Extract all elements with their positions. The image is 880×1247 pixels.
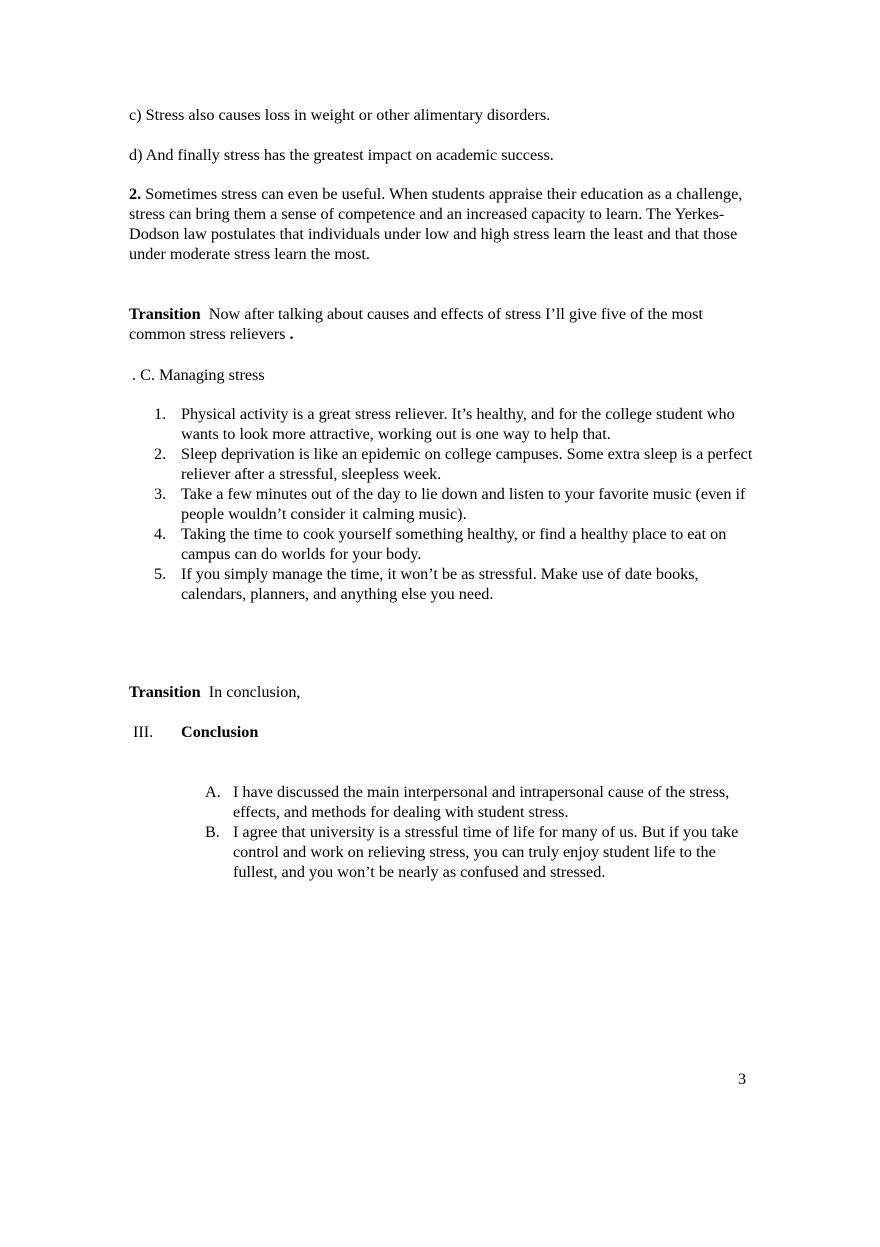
section-c-heading: . C. Managing stress <box>132 366 265 384</box>
transition-2 <box>129 682 754 702</box>
section-3-title: Conclusion <box>181 723 259 741</box>
transition-1-end: . <box>289 325 294 343</box>
section-3-number: III. <box>133 723 154 741</box>
list-item: 1. Physical activity is a great stress reliever. It’s healthy, and for the college student who wants to look more attractive, working out is one way to help that. <box>154 405 735 443</box>
paragraph-item-d: d) And finally stress has the greatest impact on academic success. <box>129 146 554 164</box>
list-item: 3. Take a few minutes out of the day to lie down and listen to your favorite music (even if people wouldn’t consider it calming music). <box>154 485 746 523</box>
list-item: A. I have discussed the main interpersonal and intrapersonal cause of the stress, effects, and methods for dealing with student stress. <box>205 783 730 821</box>
stress-relievers-list <box>129 404 754 604</box>
section-3-heading <box>133 722 758 742</box>
paragraph-point-2 <box>129 184 754 264</box>
list-item: 2. Sleep deprivation is like an epidemic on college campuses. Some extra sleep is a perfect reliever after a stressful, sleepless week. <box>154 445 753 483</box>
list-item: B. I agree that university is a stressful time of life for many of us. But if you take control and work on relieving stress, you can truly enjoy student life to the fullest, and you won’t be nearly as confused and stressed. <box>205 823 739 881</box>
point-2-lead: Sometimes stress can even be useful. <box>145 185 386 203</box>
transition-2-text: In conclusion, <box>208 683 301 701</box>
transition-1 <box>129 304 754 344</box>
point-2-text: When students appraise their education as a challenge, stress can bring them a sense of competence and an increased capacity to learn. The Yerkes-Dodson law postulates that individuals under low and high stress learn the least and that those under moderate stress learn the most. <box>129 185 743 263</box>
list-item: 5. If you simply manage the time, it won’t be as stressful. Make use of date books, calendars, planners, and anything else you need. <box>154 565 699 603</box>
list-item: 4. Taking the time to cook yourself something healthy, or find a healthy place to eat on campus can do worlds for your body. <box>154 525 727 563</box>
transition-2-label: Transition <box>129 683 201 701</box>
transition-1-text: Now after talking about causes and effects of stress I’ll give five of the most common stress relievers <box>129 305 703 343</box>
page-number: 3 <box>738 1070 747 1088</box>
conclusion-list <box>205 782 750 882</box>
paragraph-item-c: c) Stress also causes loss in weight or other alimentary disorders. <box>129 106 551 124</box>
transition-1-label: Transition <box>129 305 201 323</box>
point-2-number: 2. <box>129 185 142 203</box>
